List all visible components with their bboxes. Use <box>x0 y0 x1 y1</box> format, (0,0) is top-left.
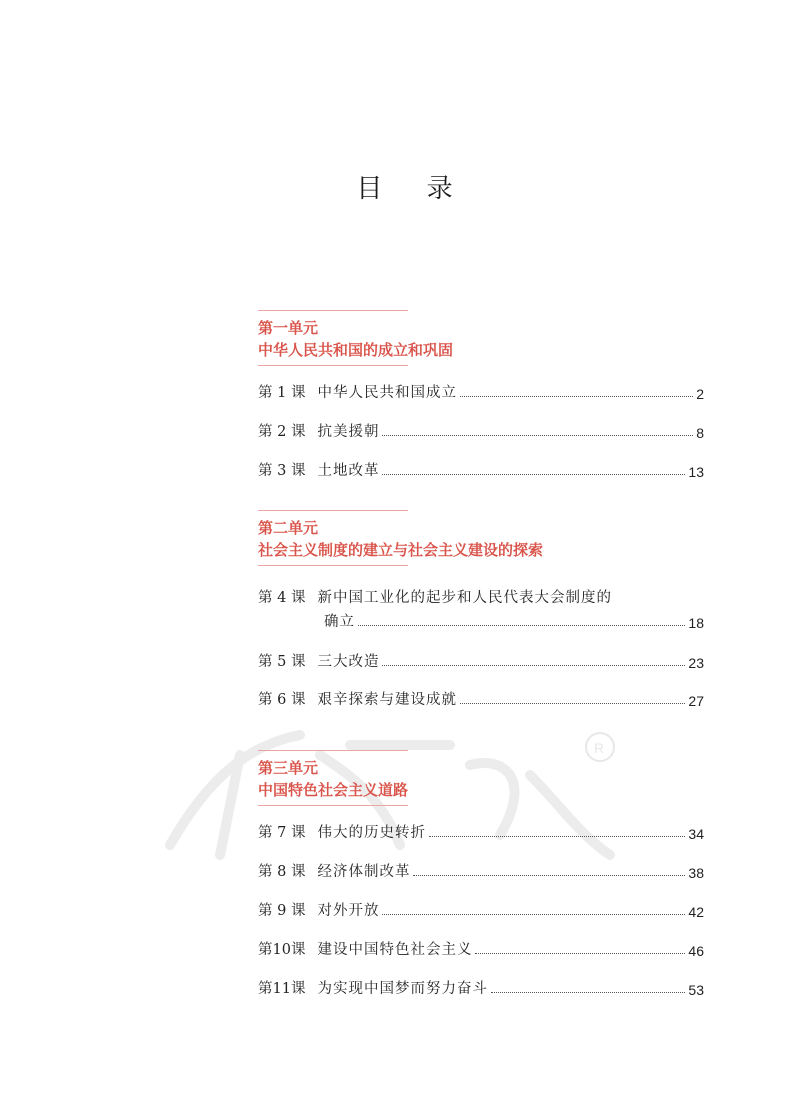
unit-2 <box>258 510 708 566</box>
toc-entry[interactable] <box>258 898 704 920</box>
page-number: 46 <box>688 943 704 959</box>
divider <box>258 565 408 566</box>
unit-label: 第三单元 <box>258 759 319 777</box>
lesson-number: 第11课 <box>258 981 306 997</box>
toc-entry[interactable] <box>258 937 704 959</box>
lesson-number: 第 1 课 <box>258 385 306 401</box>
lesson-number: 第 5 课 <box>258 654 306 670</box>
lesson-number: 第 7 课 <box>258 825 306 841</box>
leader-dots <box>358 624 685 626</box>
divider <box>258 365 408 366</box>
lesson-number: 第 6 课 <box>258 692 306 708</box>
lesson-number: 第 8 课 <box>258 864 306 880</box>
toc-entry[interactable] <box>258 687 704 709</box>
divider <box>258 805 408 806</box>
leader-dots <box>382 473 685 475</box>
lesson-title: 抗美援朝 <box>317 424 380 440</box>
toc-entry[interactable] <box>324 609 704 631</box>
lesson-number: 第 3 课 <box>258 463 306 479</box>
page-title: 目 录 <box>356 174 471 204</box>
unit-3 <box>258 750 708 806</box>
toc-entry[interactable] <box>258 976 704 998</box>
toc-entry-line1[interactable] <box>258 586 612 607</box>
leader-dots <box>382 913 685 915</box>
unit-label: 第一单元 <box>258 319 319 337</box>
toc-entry[interactable] <box>258 859 704 881</box>
unit-header <box>258 310 708 366</box>
toc-entry[interactable] <box>258 380 704 402</box>
toc-entry[interactable] <box>258 649 704 671</box>
divider <box>258 750 408 751</box>
leader-dots <box>429 835 685 837</box>
leader-dots <box>460 395 693 397</box>
toc-entry[interactable] <box>258 419 704 441</box>
toc-entry[interactable] <box>258 458 704 480</box>
lesson-title: 建设中国特色社会主义 <box>317 942 473 958</box>
lesson-title: 伟大的历史转折 <box>317 825 426 841</box>
leader-dots <box>491 991 685 993</box>
lesson-title: 土地改革 <box>317 463 380 479</box>
page-number: 38 <box>688 865 704 881</box>
leader-dots <box>413 874 685 876</box>
lesson-title: 艰辛探索与建设成就 <box>317 692 457 708</box>
lesson-title: 经济体制改革 <box>317 864 411 880</box>
lesson-number: 第 4 课 <box>258 590 306 606</box>
lesson-number: 第 2 课 <box>258 424 306 440</box>
page-number: 53 <box>688 982 704 998</box>
lesson-title: 三大改造 <box>317 654 380 670</box>
leader-dots <box>382 664 685 666</box>
lesson-title: 为实现中国梦而努力奋斗 <box>317 981 488 997</box>
lesson-title: 中华人民共和国成立 <box>317 385 457 401</box>
leader-dots <box>460 702 685 704</box>
page-number: 34 <box>688 826 704 842</box>
svg-text:R: R <box>594 740 605 756</box>
lesson-title: 对外开放 <box>317 903 380 919</box>
leader-dots <box>475 952 685 954</box>
lesson-title-line1: 新中国工业化的起步和人民代表大会制度的 <box>317 590 612 606</box>
divider <box>258 510 408 511</box>
lesson-title: 确立 <box>324 614 355 630</box>
page-number: 18 <box>688 615 704 631</box>
lesson-number: 第10课 <box>258 942 306 958</box>
page-number: 27 <box>688 693 704 709</box>
divider <box>258 310 408 311</box>
leader-dots <box>382 434 693 436</box>
lesson-number: 第 9 课 <box>258 903 306 919</box>
page-number: 13 <box>688 464 704 480</box>
unit-label: 第二单元 <box>258 519 319 537</box>
page-number: 2 <box>696 386 704 402</box>
page-number: 42 <box>688 904 704 920</box>
unit-header <box>258 510 708 566</box>
unit-header <box>258 750 708 806</box>
page-number: 23 <box>688 655 704 671</box>
unit-1 <box>258 310 708 366</box>
page-number: 8 <box>696 425 704 441</box>
unit-title: 中国特色社会主义道路 <box>258 781 409 799</box>
unit-title: 社会主义制度的建立与社会主义建设的探索 <box>258 541 544 559</box>
unit-title: 中华人民共和国的成立和巩固 <box>258 341 454 359</box>
toc-entry[interactable] <box>258 820 704 842</box>
